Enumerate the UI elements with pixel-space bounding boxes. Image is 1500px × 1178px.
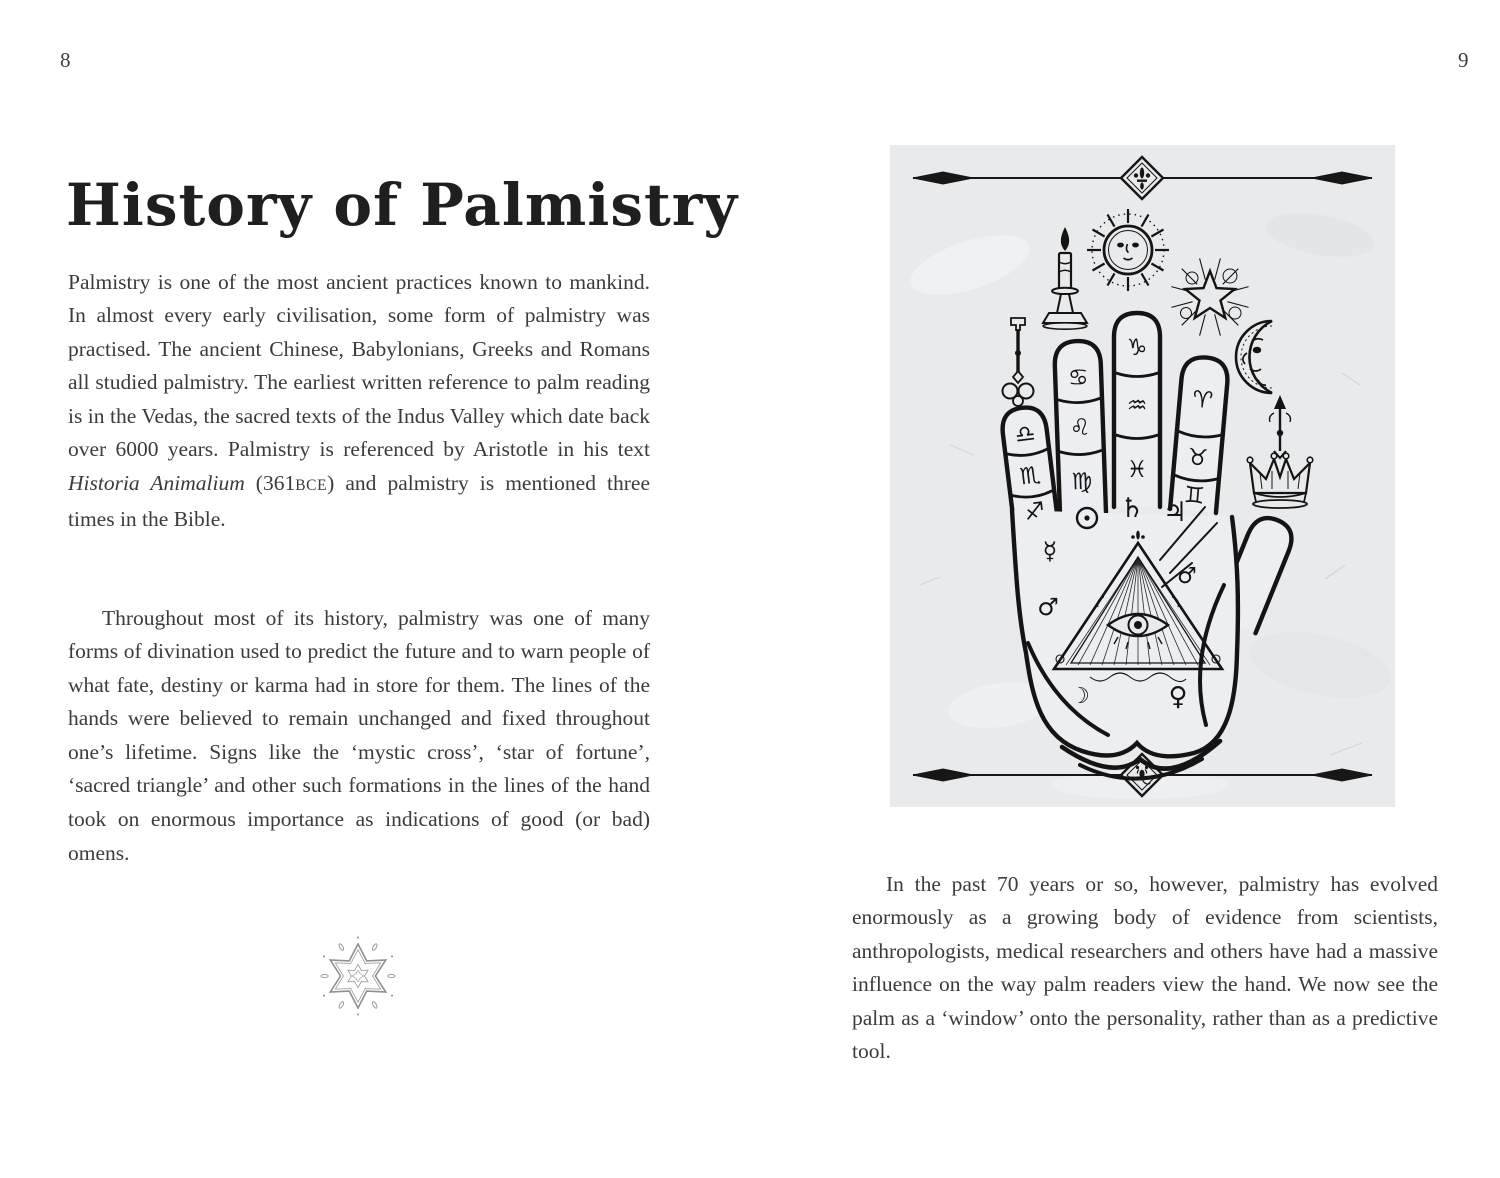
- middle-finger-zodiac: [1127, 335, 1148, 483]
- svg-text:♍: ♍: [1071, 468, 1093, 496]
- dot-accents: [323, 936, 393, 1015]
- mars-symbol-right: ♂: [1177, 564, 1197, 589]
- svg-text:♓: ♓: [1126, 457, 1148, 483]
- paragraph-modern-palmistry: In the past 70 years or so, however, palmistry has evolved enormously as a growing body of evidence from scientists, anthropologists, medical researchers and others have had a massive influence on the way palm readers view the hand. We now see the palm as a ‘window’ onto the personality, rather than as a predictive tool.: [852, 871, 1438, 1064]
- paragraph-history-1: Palmistry is one of the most ancient practices known to mankind. In almost every early civilisation, some form of palmistry was practised. The ancient Chinese, Babylonians, Greeks and Romans all studied palmistry. The earliest written reference to palm reading is in the Vedas, the sacred texts of the Indus Valley which date back over 6000 years. Palmistry is referenced by Aristotle in his text Historia Animalium (361BCE) and palmistry is mentioned three times in the Bible.: [68, 269, 650, 531]
- svg-text:♎: ♎: [1013, 420, 1037, 449]
- mercury-symbol: ☿: [1042, 537, 1058, 565]
- mars-symbol-left: ♂: [1037, 593, 1059, 621]
- star-mandala-ornament: [318, 936, 398, 1016]
- paragraph-history-2: Throughout most of its history, palmistry was one of many forms of divination used to predict the future and to warn people of what fate, destiny or karma had in store for them. The lines of the hands were believed to remain unchanged and fixed throughout one’s lifetime. Signs like the ‘mystic cross’, ‘star of fortune’, ‘sacred triangle’ and other such formations in the lines of the hand took on enormous importance as indications of good (or bad) omens.: [68, 605, 650, 865]
- svg-text:♊: ♊: [1182, 482, 1206, 510]
- saturn-symbol: ♄: [1119, 493, 1145, 524]
- svg-text:♉: ♉: [1186, 444, 1210, 473]
- svg-text:♋: ♋: [1067, 364, 1090, 392]
- leaf-accents: [321, 943, 395, 1009]
- svg-text:♌: ♌: [1069, 414, 1091, 442]
- page-number-right: 9: [1458, 48, 1469, 72]
- svg-text:♒: ♒: [1126, 393, 1148, 419]
- venus-symbol: ♀: [1168, 682, 1188, 712]
- palmistry-hand-illustration: [890, 145, 1395, 807]
- svg-text:♐: ♐: [1022, 497, 1047, 527]
- page-title: History of Palmistry: [66, 170, 739, 239]
- page-number-left: 8: [60, 48, 71, 72]
- svg-text:♏: ♏: [1018, 462, 1043, 491]
- svg-text:♑: ♑: [1126, 335, 1148, 361]
- svg-text:♈: ♈: [1191, 386, 1215, 415]
- moon-symbol: ☽: [1070, 684, 1090, 709]
- jupiter-symbol: ♃: [1162, 497, 1188, 528]
